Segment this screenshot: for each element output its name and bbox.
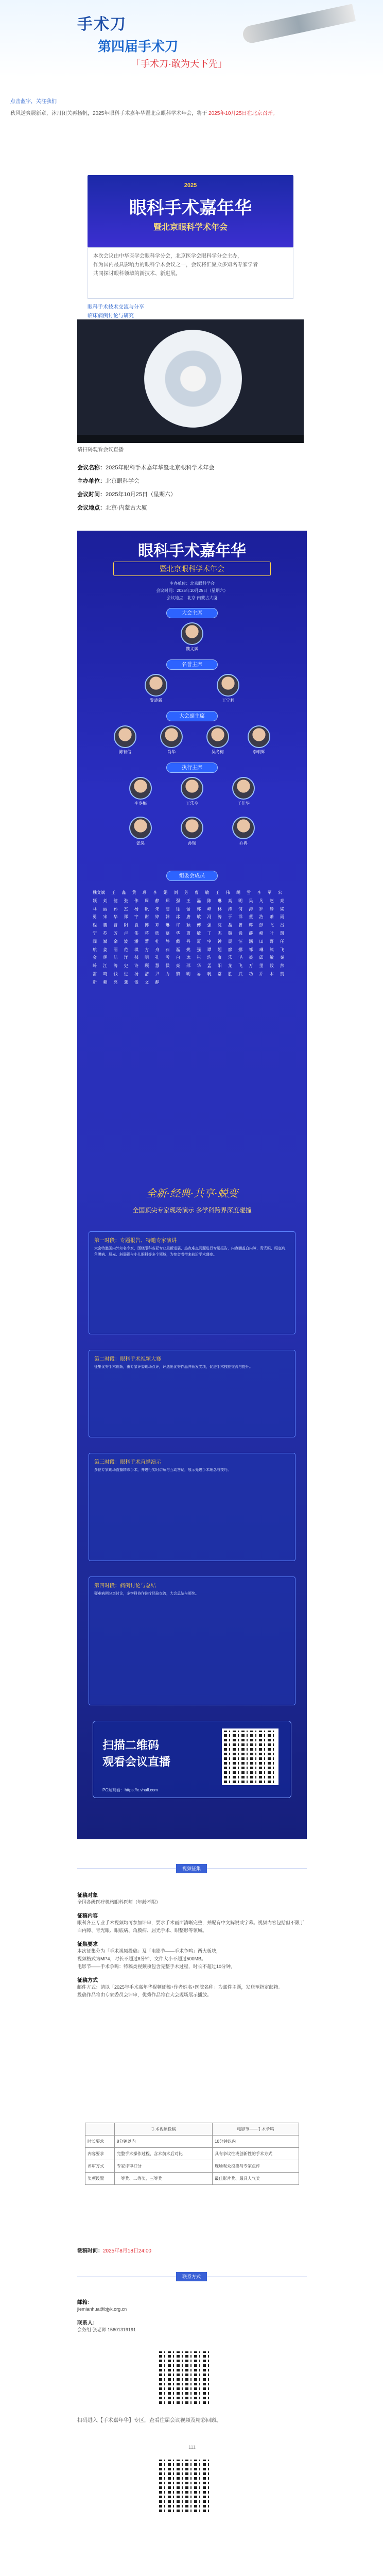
badge-honorary: 名誉主席	[166, 659, 218, 670]
intro-text-2: 2025年10月25日在北京召开。	[208, 111, 278, 116]
table-row: 内容要求 完整手术操作过程，含术前术后对比 具有争议性或创新性的手术方式	[85, 2148, 299, 2160]
avatar: 吴冬梅	[206, 725, 230, 755]
meeting-place-row: 会议地点：北京·内蒙古大厦	[77, 505, 147, 511]
section-tag-contact: 联系方式	[176, 2272, 207, 2281]
collect-heading: 征稿方式	[77, 1978, 98, 1984]
avatar: 李冬梅	[129, 777, 152, 806]
avatar: 孙瑞	[180, 817, 204, 846]
session-panel: 第三时段：眼科手术直播演示 多位专家现场直播精彩手术，并进行实时讲解与互动答疑，展示先进手术理念与技巧。	[89, 1453, 295, 1561]
member-names: 魏文斌 王 鑫 黄 珊 李 娟 刘 芳 曹 敏 王 伟 胡 雪 李 军 宋 颖 刘 健 张 伟 周 静 郑 强 王 磊 陈 琳 高 明 吴 凡 赵 亮 马 丽 孙 杰 杨 帆 朱 洁 徐 蕾 郭 峰 林 涛 何 涛 罗 静 梁 勇 宋 华 郑 宇 谢 婷 韩 冰 唐 敏 冯 涛 于 洋 董 浩 萧 雨 程 鹏 曹 阳 袁 博 邓 琳 许 颖 傅 强 沈 磊 曾 辉 彭 飞 吕 宁 苏 芳 卢 伟 蒋 欣 蔡 华 贾 敏 丁 杰 魏 嵩 薛 峰 叶 凯 阎 斌 余 波 潘 蕾 杜 静 戴 丹 夏 宇 钟 晨 汪 涵 田 野 任 航 姜 丽 范 琪 方 舟 石 磊 姚 强 谭 超 廖 娜 邹 琳 熊 飞 金 辉 陆 洋 郝 明 孔 雪 白 冰 崔 浩 康 乐 毛 毅 邱 敏 秦 岭 江 涛 史 诗 顾 慧 侯 亮 邵 华 孟 阳 龙 飞 万 里 段 然 雷 鸣 钱 进 汤 洁 尹 力 黎 明 易 帆 常 胜 武 功 乔 木 贺 新 赖 亮 龚 俊 文 静	[93, 890, 285, 985]
live-qr-code[interactable]	[222, 1728, 278, 1785]
box-text-3: 共同探讨眼科领域的新技术、新进展。	[93, 271, 181, 277]
footer-note: 扫码进入【手术嘉年华】专区，查看往届会议视频及精彩回顾。	[77, 2418, 221, 2424]
scan-box	[93, 1721, 291, 1798]
poster-subtitle: 暨北京眼科学术年会	[153, 223, 228, 232]
table-row: 奖项设置 一等奖、二等奖、三等奖 最佳影片奖、最具人气奖	[85, 2173, 299, 2185]
badge-chair: 大会主席	[166, 608, 218, 618]
contact-person: 会务组 张老师 15601319191	[77, 2327, 136, 2332]
avatar: 王宁利	[216, 674, 240, 703]
video-controls[interactable]	[77, 435, 304, 443]
collect-heading: 征集要求	[77, 1942, 98, 1947]
meeting-info	[77, 461, 309, 515]
intro-text-1: 秋风送爽展新章，沐月闭关再扬帆，2025年眼科手术嘉年华暨北京眼科学术年会，将于	[10, 111, 207, 116]
badge-vice: 大会副主席	[166, 711, 218, 721]
avatar: 黎晓新	[144, 674, 168, 703]
session-panel: 第四时段：病例讨论与总结 疑难病例分享讨论，多学科协作诊疗经验交流，大会总结与颁奖。	[89, 1577, 295, 1705]
badge-exec: 执行主席	[166, 762, 218, 773]
brand-subtitle: 第四届手术刀	[98, 39, 179, 55]
avatar: 王佳华	[232, 777, 255, 806]
avatar: 王乐今	[180, 777, 204, 806]
intro-section	[10, 98, 371, 118]
bottom-qr-code[interactable]	[157, 2458, 214, 2514]
collect-section: 征稿对象 全国各级医疗机构眼科医师（年龄不限） 征稿内容 眼科各亚专业手术视频均可参加评审，要求手术画面清晰完整，并配有中文解说或字幕。视频内容包括但不限于白内障、青光眼、眼底病、角膜病、屈光手术、眼整形等领域。 征集要求 本次征集分为「手术视频投稿」及「电影节——手术争鸣」两大板块， 视频格式为MP4，时长不超过8分钟，文件大小不超过500MB。 电影节——手术争鸣：特稿类视频须包含完整手术过程，时长不超过10分钟。 征稿方式 邮件方式：请以「2025年手术嘉年华视频征稿+作者姓名+医院名称」为邮件主题，发送至指定邮箱。 投稿作品将由专家委员会评审，优秀作品将在大会现场展示播放。	[77, 1886, 307, 1999]
badge-members: 组委会成员	[166, 871, 218, 881]
lens-image	[144, 330, 242, 428]
deadline-row: 截稿时间：2025年8月18日24:00	[77, 2248, 151, 2254]
avatar: 魏文斌	[180, 622, 204, 652]
avatar: 张昊	[129, 817, 152, 846]
avatar: 陈有信	[113, 725, 137, 755]
intro-box	[88, 247, 293, 299]
bullet-item: 眼科手术技术交流与分享	[88, 304, 144, 310]
section-tag-collect: 视频征集	[176, 1864, 207, 1873]
contact-email[interactable]: jiemianhua@bjyk.org.cn	[77, 2307, 127, 2312]
avatar: 肖华	[160, 725, 183, 755]
bullet-item: 临床病例讨论与研究	[88, 313, 134, 319]
table-header: 电影节——手术争鸣	[213, 2123, 299, 2136]
video-player[interactable]	[77, 319, 304, 443]
scan-subtitle: 观看会议直播	[102, 1755, 171, 1768]
box-text-2: 作为国内最具影响力的眼科学术会议之一，会议将汇聚众多知名专家学者	[93, 262, 258, 268]
session-panel: 第二时段：眼科手术视频大赛 征集优秀手术视频，由专家评委现场点评，评选出优秀作品并颁发奖项，促进手术技能交流与提升。	[89, 1350, 295, 1437]
poster-slogan-2: 全国顶尖专家现场演示 多学科跨界深度碰撞	[132, 1207, 252, 1214]
brand-tagline: 「手术刀·敢为天下先」	[131, 59, 227, 69]
deadline-value: 2025年8月18日24:00	[103, 2248, 151, 2254]
meeting-name-row: 会议名称：2025年眼科手术嘉年华暨北京眼科学术年会	[77, 465, 215, 471]
conference-poster	[77, 531, 307, 1839]
requirements-table	[85, 2123, 299, 2185]
intro-paragraph	[10, 109, 371, 118]
poster-main-title: 眼科手术嘉年华	[138, 542, 246, 560]
poster-main-subtitle: 暨北京眼科学术年会	[113, 562, 271, 576]
scan-title: 扫描二维码	[102, 1739, 160, 1752]
poster-title: 眼科手术嘉年华	[129, 198, 252, 218]
meeting-host-row: 主办单位：北京眼科学会	[77, 478, 140, 484]
bullet-list	[88, 303, 293, 320]
contact-section: 邮箱： jiemianhua@bjyk.org.cn 联系人： 会务组 张老师 15601319191	[77, 2293, 307, 2334]
collect-heading: 征稿对象	[77, 1893, 98, 1899]
scan-url[interactable]: PC端观看：https://e.vhall.com	[102, 1788, 158, 1792]
meeting-date-row: 会议时间：2025年10月25日（星期六）	[77, 492, 176, 498]
follow-link[interactable]: 点击蓝字，关注我们	[10, 99, 57, 105]
scalpel-graphic	[241, 4, 356, 45]
avatar: 李朝辉	[247, 725, 271, 755]
session-panel: 第一时段：专题报告、特邀专家演讲 大会特邀国内外知名专家，围绕眼科各亚专业最新进展、热点难点问题进行专题报告，内容涵盖白内障、青光眼、眼底病、角膜病、屈光、斜弱视与小儿眼科等多个领域，为参会者带来前沿学术盛宴。	[89, 1231, 295, 1334]
brand-title: 手术刀	[77, 15, 127, 33]
video-caption: 请扫码观看会议直播	[77, 447, 124, 453]
table-header: 手术视频投稿	[114, 2123, 212, 2136]
contact-qr-code[interactable]	[157, 2349, 214, 2406]
top-banner	[0, 0, 383, 77]
table-row: 评审方式 专家评审打分 现场观众投票与专家点评	[85, 2160, 299, 2173]
box-text-1: 本次会议由中华医学会眼科学分会，北京医学会眼科学分会主办，	[93, 253, 242, 259]
footer-caption: 111	[188, 2445, 196, 2450]
header-poster: 2025 眼科手术嘉年华 暨北京眼科学术年会	[88, 175, 293, 247]
collect-heading: 征稿内容	[77, 1913, 98, 1919]
avatar: 乔冉	[232, 817, 255, 846]
table-row: 时长要求 8分钟以内 10分钟以内	[85, 2136, 299, 2148]
poster-meta: 主办单位：北京眼科学会 会议时间：2025年10月25日（星期六） 会议地点：北京·内蒙古大厦	[156, 581, 228, 600]
poster-slogan: 全新·经典·共享·蜕变	[146, 1187, 238, 1199]
